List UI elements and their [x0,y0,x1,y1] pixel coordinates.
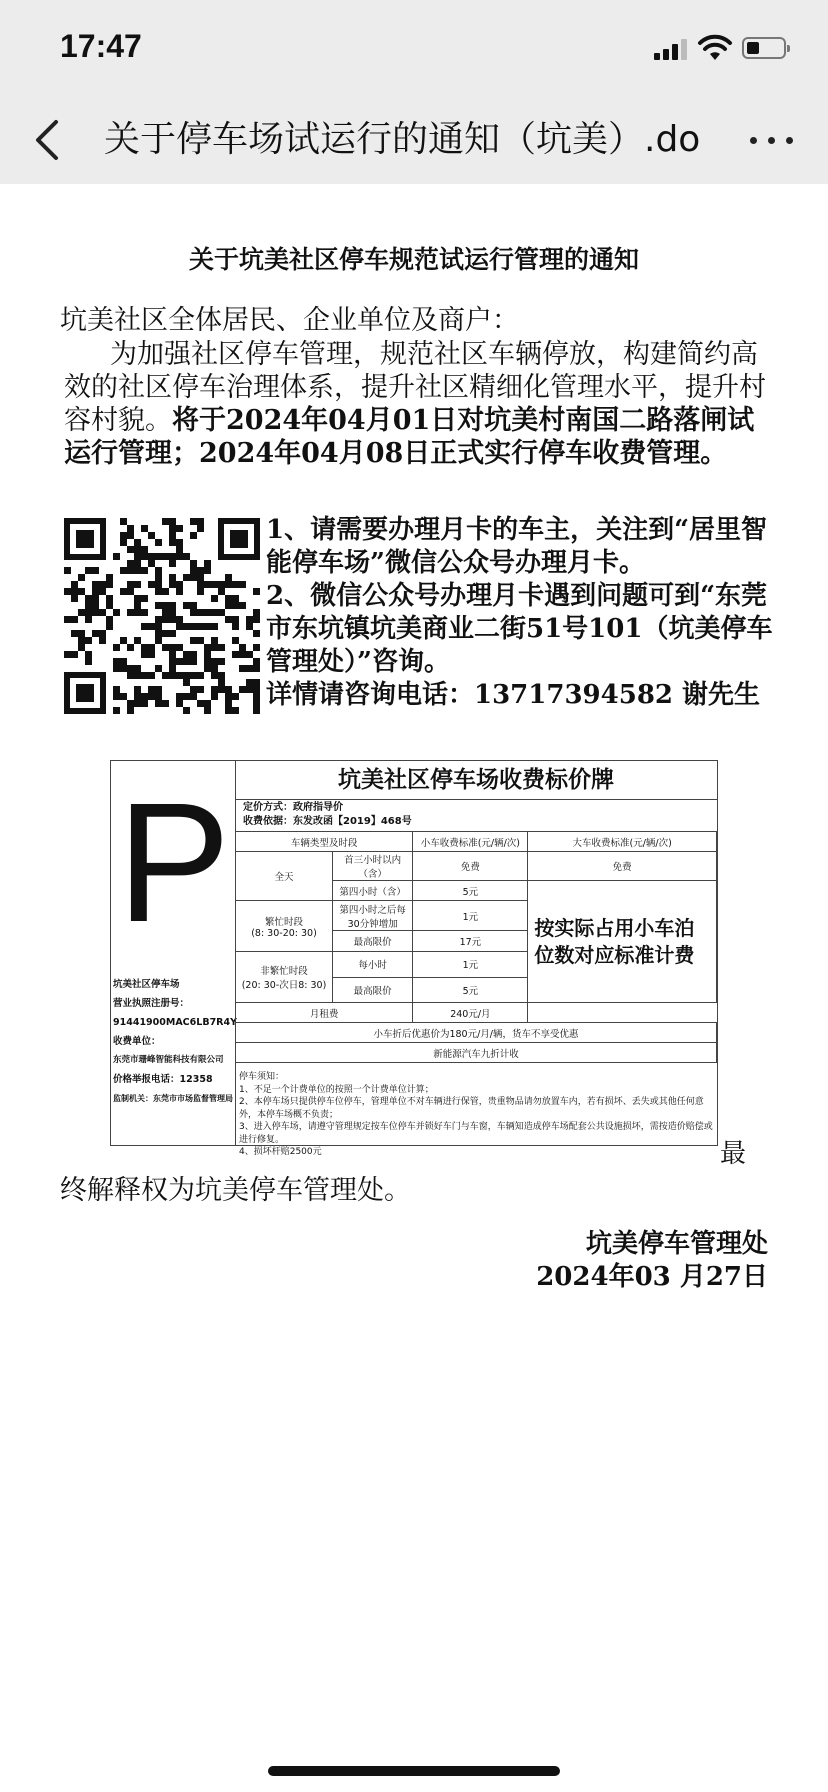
parking-p-letter: P [117,768,231,958]
parking-fee-sign [110,760,718,1157]
wifi-icon [698,34,732,62]
table-cell: 最高限价 [333,931,413,952]
notice-item: 1、不足一个计费单位的按照一个计费单位计算； [239,1084,434,1095]
table-cell: 月租费 [236,1003,413,1023]
meta-line: 收费单位： [113,1036,161,1047]
sign-left-panel [111,761,236,1145]
pricing-info [243,801,412,829]
offpeak-label: 非繁忙时段 [260,966,308,977]
table-cell [236,952,333,1003]
page-title: 关于停车场试运行的通知（坑美）.do [104,119,701,160]
table-cell: 第四小时之后每30分钟增加 [333,901,413,931]
table-row [236,1023,717,1043]
back-chevron-icon[interactable] [28,116,68,164]
status-bar [0,0,828,96]
table-row [236,832,717,852]
battery-icon [742,37,786,59]
body-paragraph [64,338,770,470]
body-schedule: 将于2024年04月01日对坑美村南国二路落闸试运行管理；2024年04月08日正式实行停车收费管理。 [64,405,755,469]
signature-block [536,1228,768,1294]
qr-item-1: 1、请需要办理月卡的车主，关注到“居里智能停车场”微信公众号办理月卡。 [266,515,768,578]
table-row [236,852,717,881]
signature-org: 坑美停车管理处 [585,1229,768,1259]
table-row [236,1003,717,1023]
table-cell: 最高限价 [333,977,413,1003]
sign-title: 坑美社区停车场收费标价牌 [235,761,717,800]
table-cell: 17元 [413,931,528,952]
notice-item: 2、本停车场只提供停车位停车，管理单位不对车辆进行保管，贵重物品请勿放置车内，若有损坏、丢失或其他任何意外，本停车场概不负责； [239,1097,704,1120]
nav-bar [0,96,828,184]
table-header: 车辆类型及时段 [236,832,413,852]
table-cell: 5元 [413,977,528,1003]
table-row [236,1043,717,1063]
table-header: 小车收费标准(元/辆/次) [413,832,528,852]
document-view[interactable] [0,184,828,1792]
large-vehicle-rule: 按实际占用小车泊位数对应标准计费 [528,881,717,1003]
meta-line: 东莞市珊峰智能科技有限公司 [113,1055,224,1065]
table-cell: 5元 [413,881,528,901]
notice-item: 4、损坏杆赔2500元 [239,1147,322,1157]
table-cell: 240元/月 [413,1003,528,1023]
pricing-method: 定价方式：政府指导价 [243,802,343,813]
cellular-signal-icon [654,38,688,60]
notice-title: 停车须知： [239,1072,285,1082]
table-cell: 免费 [413,852,528,881]
home-indicator[interactable] [268,1766,560,1776]
table-cell: 免费 [528,852,717,881]
busy-label: 繁忙时段 [264,916,303,928]
qr-code [64,518,260,714]
table-cell: 小车折后优惠价为180元/月/辆，货车不享受优惠 [236,1023,717,1043]
signature-date: 2024年03 月27日 [536,1262,768,1292]
pricing-basis: 收费依据：东发改函【2019】468号 [243,816,412,827]
table-cell: 新能源汽车九折计收 [236,1043,717,1063]
offpeak-time: (20: 30-次日8: 30) [241,980,327,991]
closing-text-start: 最 [720,1139,747,1169]
more-options-icon[interactable] [746,116,798,164]
sign-right-panel [235,761,717,1157]
table-cell: 首三小时以内（含） [333,852,413,881]
table-cell: 第四小时（含） [333,881,413,901]
table-cell: 1元 [413,952,528,978]
meta-line: 坑美社区停车场 [113,979,180,990]
table-cell: 1元 [413,901,528,931]
contact-phone: 详情请咨询电话：13717394582 谢先生 [266,680,761,710]
status-time: 17:47 [60,28,142,64]
closing-text: 终解释权为坑美停车管理处。 [60,1175,411,1206]
body-intro: 为加强社区停车管理，规范社区车辆停放，构建简约高效的社区停车治理体系，提升社区精细化管理水平，提升村容村貌。 [64,339,766,436]
busy-time: (8: 30-20: 30) [251,927,317,939]
table-cell: 全天 [236,852,333,901]
qr-instructions [266,514,776,712]
meta-line: 营业执照注册号： [113,998,190,1009]
meta-line: 91441900MAC6LB7R4Y [113,1017,237,1028]
meta-line: 价格举报电话：12358 [113,1074,213,1085]
table-header: 大车收费标准(元/辆/次) [528,832,717,852]
document-title: 关于坑美社区停车规范试运行管理的通知 [188,245,639,274]
meta-line: 监制机关：东莞市市场监督管理局 [113,1094,233,1103]
qr-item-2: 2、微信公众号办理月卡遇到问题可到“东莞市东坑镇坑美商业二街51号101（坑美停车管理处）”咨询。 [266,581,773,677]
table-cell: 每小时 [333,952,413,978]
fee-table [235,831,717,1063]
table-cell [236,901,333,952]
notice-item: 3、进入停车场，请遵守管理规定按车位停车并锁好车门与车窗，车辆知造成停车场配套公共设施损坏，需按造价赔偿或进行修复。 [239,1122,713,1145]
parking-notice [239,1071,713,1159]
greeting: 坑美社区全体居民、企业单位及商户： [60,305,519,336]
sign-operator-info [113,975,235,1108]
